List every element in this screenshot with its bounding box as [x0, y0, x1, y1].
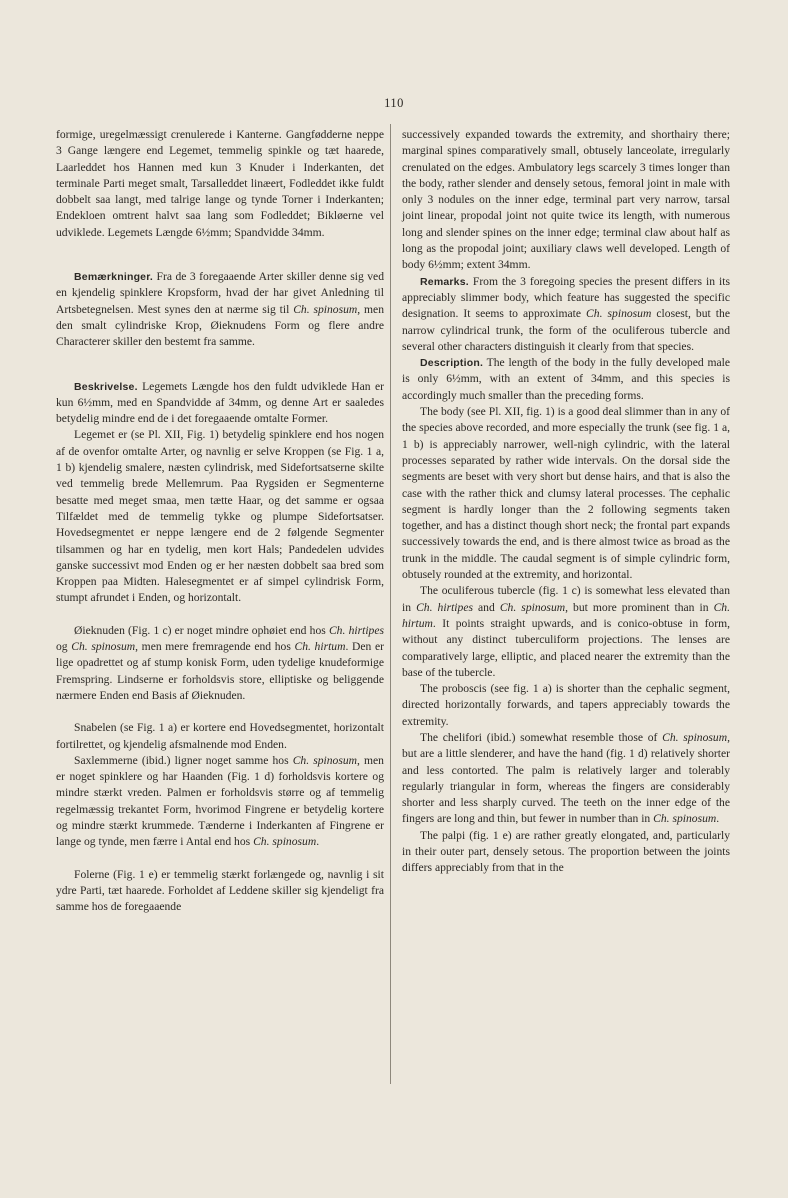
- page-number: 110: [384, 96, 404, 110]
- species-name: Ch. spinosum: [586, 307, 652, 321]
- species-name: Ch. spinosum: [253, 835, 317, 849]
- text: .: [316, 835, 320, 849]
- text: and: [472, 600, 500, 614]
- paragraph-remarks: [402, 274, 730, 355]
- text: , but are a little slenderer, and have the hand (fig. 1 d) relatively shorter and less contorted. The palm is relatively larger and tolerably regularly triangular in form, whereas the fingers are considerably shorter and less sharply curved. The teeth on the inner edge of the fingers are long and thin, but fewer in number than in: [402, 730, 730, 826]
- paragraph-body: Legemet er (se Pl. XII, Fig. 1) betydelig spinklere end hos nogen af de ovenfor omtalte Arter, og navnlig er selve Kroppen (se Fig. 1 a, 1 b) kjendelig smalere, næsten cylindrisk, med Sidefortsatserne skilte ved temmelig brede Mellemrum. Paa Rygsiden er Segmenterne besatte med meget smaa, men tætte Haar, og det samme er ogsaa Tilfældet med de temmelig tykke og plumpe Sidefortsatser. Hovedsegmentet er neppe længere end de 2 følgende Segmenter tilsammen og har en tydelig, men kort Hals; Pandedelen udvides ganske successivt mod Enden og er her næsten dobbelt saa bred som Kroppen paa Midten. Halesegmentet er af simpel cylindrisk Form, stumpt afrundet i Enden, og horizontalt.: [56, 428, 384, 605]
- text: . It points straight upwards, and is conico-obtuse in form, without any distinct tuberculiform projections. The lenses are comparatively large, elliptic, and placed nearer the extremity than the base of the tubercle.: [402, 616, 730, 679]
- text: , men er noget spinklere og har Haanden (Fig. 1 d) forholdsvis kortere og mindre stærkt vreden. Palmen er forholdsvis større og af temmelig regelmæssig trekantet Form, hvorimod Fingrene er betydelig kortere og mindre stærkt krummede. Tænderne i Inderkanten af Fingrene er lange og tynde, men færre i Antal end hos: [56, 753, 384, 849]
- paragraph-chelifori: [402, 730, 730, 828]
- species-name: Ch. spinosum: [292, 753, 358, 767]
- remarks-text: From the 3 foregoing species the present differs in its appreciably slimmer body, which feature has suggested the specific designation. It seems to approximate: [402, 274, 730, 321]
- species-name: Ch. spinosum: [662, 730, 728, 744]
- remarks-heading: Remarks.: [420, 275, 469, 288]
- species-name: Ch. spinosum: [293, 302, 358, 316]
- text: , but more prominent than in: [565, 600, 714, 614]
- species-name: Ch. spinosum: [653, 812, 717, 826]
- description-heading: Beskrivelse.: [74, 380, 138, 393]
- paragraph-palpi: The palpi (fig. 1 e) are rather greatly elongated, and, particularly in their outer part, densely setous. The proportion between the joints differs appreciably from that in the: [402, 828, 730, 875]
- norwegian-column: [56, 127, 384, 915]
- description-text: Legemets Længde hos den fuldt udviklede Han er kun 6½mm, med en Spandvidde af 34mm, og denne Art er saaledes betydelig mindre end de i det foregaaende omtalte Former.: [56, 379, 384, 426]
- column-divider: [390, 124, 391, 1084]
- text: og: [56, 640, 72, 654]
- remarks-text: closest, but the narrow cylindrical trunk, the form of the oculiferous tubercle and several other characters distinguish it clearly from that species.: [402, 307, 730, 353]
- english-column: [402, 127, 730, 877]
- remarks-text: , men den smalt cylindriske Krop, Øieknudens Form og flere andre Characterer skiller den bestemt fra samme.: [56, 302, 384, 349]
- paragraph-diagnosis: formige, uregelmæssigt crenulerede i Kanterne. Gangfødderne neppe 3 Gange længere end Legemet, temmelig spinkle og tæt haarede, Laarleddet hos Hannen med kun 3 Knuder i Inderkanten, det terminale Parti meget smalt, Tarsalleddet linæert, Fodleddet ikke fuldt dobbelt saa langt, med talrige lange og tynde Torner i Inderkanten; Endekloen omtrent halvt saa lang som Fodleddet; Bikløerne vel udviklede. Legemets Længde 6½mm; Spandvidde 34mm.: [56, 128, 384, 239]
- paragraph-chelifori: [56, 753, 384, 851]
- paragraph-body: The body (see Pl. XII, fig. 1) is a good deal slimmer than in any of the species above recorded, and more especially the trunk (see fig. 1 a, 1 b) is appreciably narrower, well-nigh cylindric, with the lateral processes separated by rather wide intervals. On the dorsal side the segments are beset with very short but dense hairs, and that is also the case with the rather thick and clumsy lateral processes. The cephalic segment is hardly longer than the 2 following segments taken together, and has a distinct though short neck; the frontal part expands successively towards the end, and is there almost twice as broad as the trunk in the middle. The caudal segment is of simple cylindric form, obtusely rounded at the extremity, and horizontal.: [402, 405, 730, 582]
- species-name: Ch. spinosum: [499, 600, 566, 614]
- paragraph-proboscis: The proboscis (see fig. 1 a) is shorter than the cephalic segment, directed horizontally forwards, and tapers appreciably towards the extremity.: [402, 682, 730, 728]
- paragraph-diagnosis: successively expanded towards the extremity, and shorthairy there; marginal spines comparatively small, obtusely lanceolate, irregularly crenulated on the edges. Ambulatory legs scarcely 3 times longer than the body, rather slender and densely setous, femoral joint in male with only 3 nodules on the inner edge, terminal part very narrow, tarsal joint linear, propodal joint not quite twice its length, with numerous long and slender spines on the inner edge; terminal claw about half as long as the propodal joint; auxiliary claws well developed. Length of body 6½mm; extent 34mm.: [402, 128, 730, 272]
- text: The oculiferous tubercle (fig. 1 c) is somewhat less elevated than in: [402, 584, 730, 614]
- text: .: [716, 812, 720, 826]
- text: Øieknuden (Fig. 1 c) er noget mindre ophøiet end hos: [74, 623, 329, 637]
- description-text: The length of the body in the fully developed male is only 6½mm, with an extent of 34mm, and this species is accordingly much smaller than the preceding forms.: [402, 356, 730, 402]
- remarks-heading: Bemærkninger.: [74, 271, 154, 284]
- text: , men mere fremragende end hos: [135, 640, 295, 654]
- paragraph-palpi: Folerne (Fig. 1 e) er temmelig stærkt forlængede og, navnlig i sit ydre Parti, tæt haarede. Forholdet af Leddene skiller sig kjendeligt fra samme hos de foregaaende: [56, 867, 384, 914]
- paragraph-remarks: [56, 269, 384, 350]
- paragraph-proboscis: Snabelen (se Fig. 1 a) er kortere end Hovedsegmentet, horizontalt fortilrettet, og kjendelig afsmalnende mod Enden.: [56, 721, 384, 751]
- text: Saxlemmerne (ibid.) ligner noget samme hos: [74, 753, 293, 767]
- paragraph-description: [56, 379, 384, 428]
- text: . Den er lige opadrettet og af stump konisk Form, uden tydelige knudeformige Fremspring. Lindserne er forholdsvis store, elliptiske og beliggende nærmere Enden end Basis af Øieknuden.: [56, 640, 384, 702]
- species-name: Ch. hirtipes: [328, 623, 384, 637]
- remarks-text: Fra de 3 foregaaende Arter skiller denne sig ved en kjendelig spinklere Kropsform, hvad der har givet Anledning til Artsbetegnelsen. Mest synes den at nærme sig til: [56, 270, 384, 316]
- paragraph-eye: [402, 583, 730, 681]
- paragraph-eye: [56, 623, 384, 704]
- species-name: Ch. hirtipes: [416, 600, 473, 614]
- species-name: Ch. hirtum: [294, 640, 346, 654]
- description-heading: Description.: [420, 357, 484, 370]
- paragraph-description: [402, 355, 730, 404]
- species-name: Ch. hirtum: [402, 600, 730, 630]
- species-name: Ch. spinosum: [71, 640, 136, 654]
- text: The chelifori (ibid.) somewhat resemble those of: [420, 730, 663, 744]
